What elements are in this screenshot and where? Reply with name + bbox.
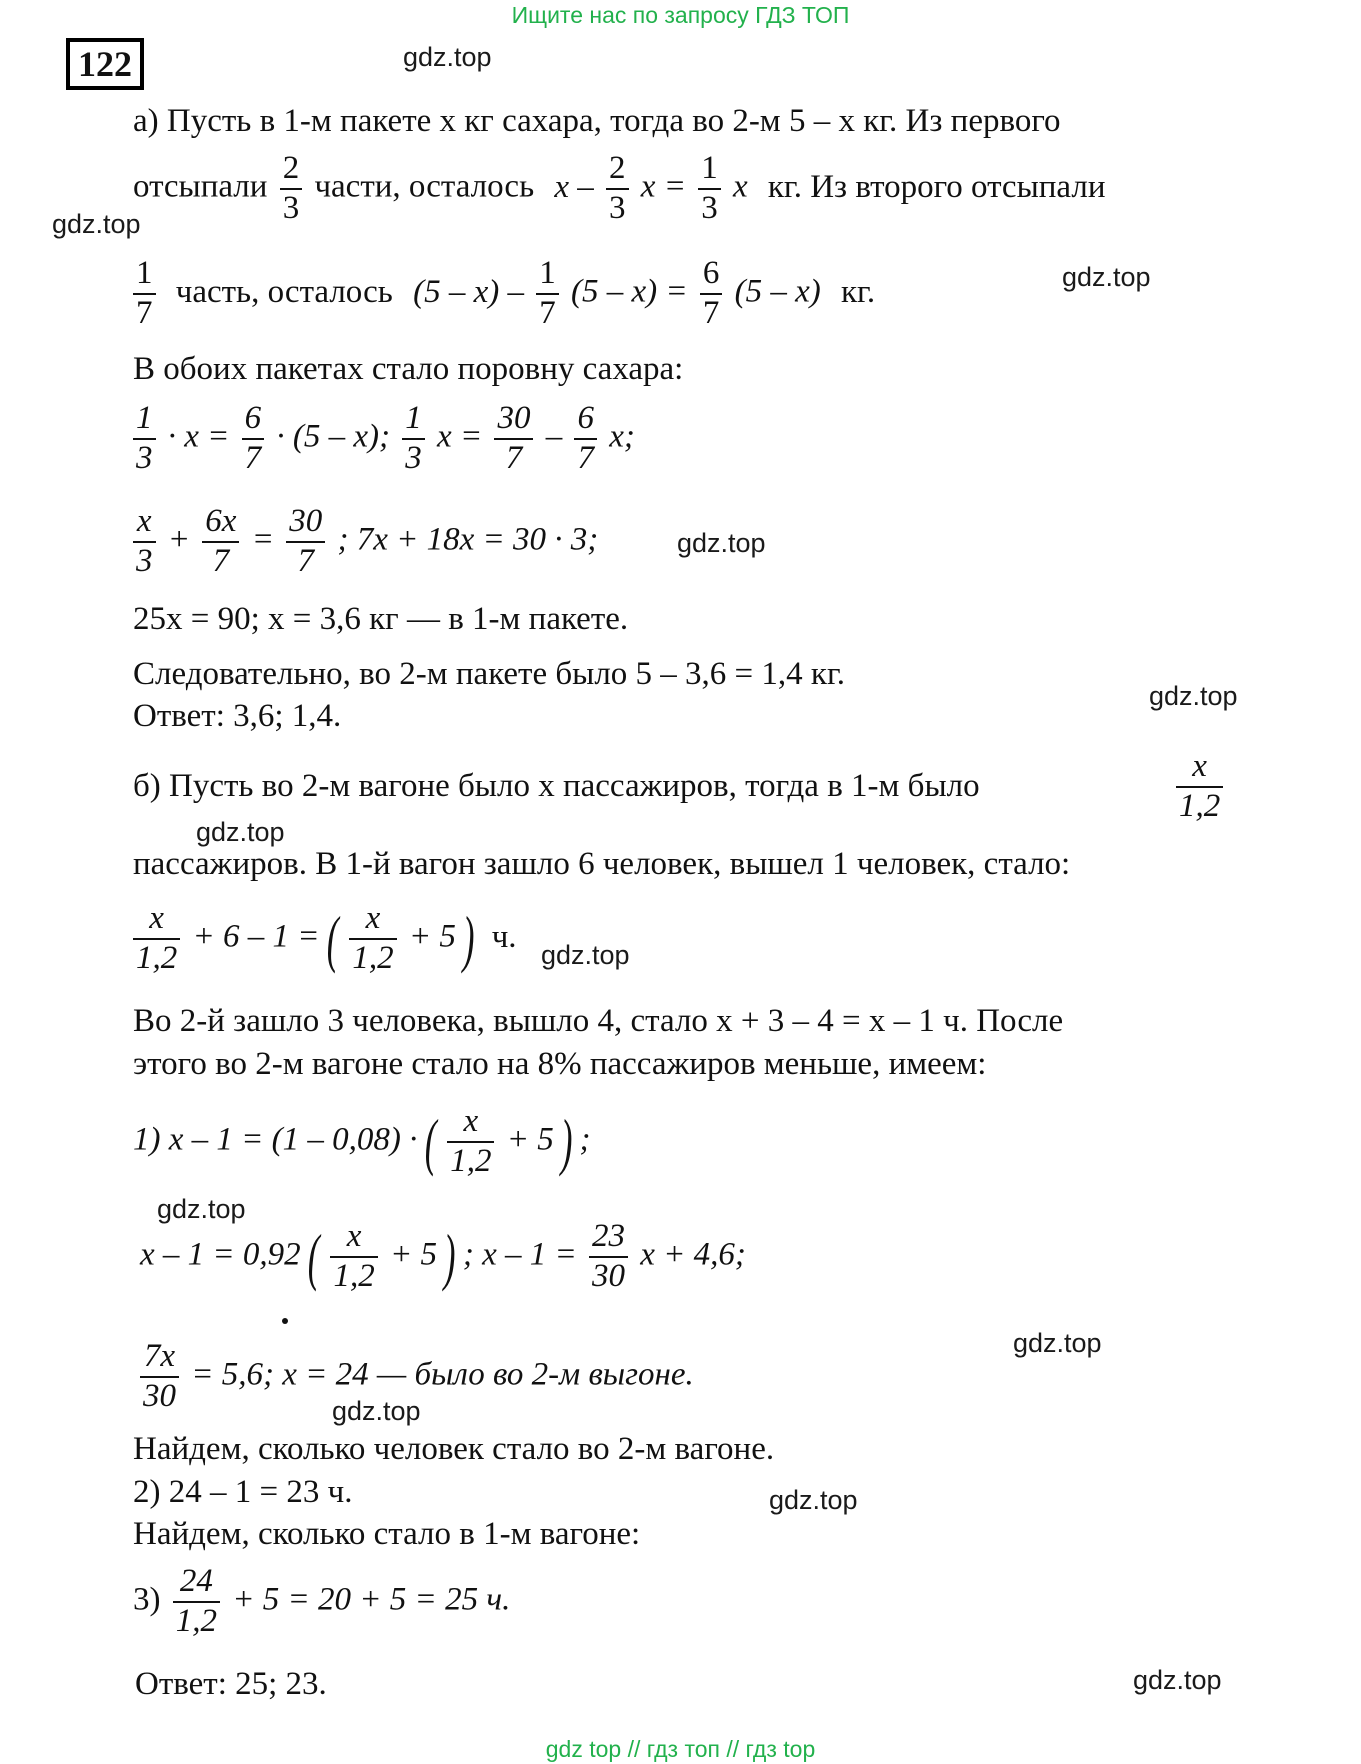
watermark: gdz.top xyxy=(541,940,630,970)
left-paren: ( xyxy=(307,1220,320,1292)
fraction-2-3 xyxy=(280,150,303,228)
bottom-banner: gdz top // гдз топ // гдз top xyxy=(545,1736,816,1762)
b-line-5: этого во 2-м вагоне стало на 8% пассажиров меньше, имеем: xyxy=(133,1046,987,1082)
fraction-1-7 xyxy=(536,255,559,333)
left-paren: ( xyxy=(424,1105,437,1177)
denominator: 7 xyxy=(505,439,523,476)
watermark: gdz.top xyxy=(157,1194,246,1224)
expr: + 5 xyxy=(408,918,456,955)
expr: (5 – x) xyxy=(734,273,821,310)
denominator: 1,2 xyxy=(175,1602,217,1639)
denominator: 7 xyxy=(702,294,720,331)
expr: · x = xyxy=(167,418,230,455)
watermark: gdz.top xyxy=(403,42,492,72)
denominator: 3 xyxy=(136,542,153,579)
fraction-7x-30 xyxy=(140,1338,179,1416)
numerator: 6x xyxy=(202,503,239,543)
denominator: 30 xyxy=(143,1377,176,1414)
numerator: 6 xyxy=(242,400,265,440)
denominator: 30 xyxy=(591,1257,625,1294)
watermark: gdz.top xyxy=(1133,1665,1222,1695)
numerator: 1 xyxy=(698,150,721,190)
fraction-x-1-2 xyxy=(349,900,396,978)
b-line-11: Найдем, сколько стало в 1-м вагоне: xyxy=(133,1516,641,1552)
expr: x = xyxy=(640,168,686,205)
text: кг. Из второго отсыпали xyxy=(767,168,1106,205)
numerator: x xyxy=(1176,748,1223,788)
numerator: x xyxy=(330,1218,377,1258)
a-answer: Ответ: 3,6; 1,4. xyxy=(133,698,342,734)
expr: ; xyxy=(579,1121,591,1158)
b-equation-1 xyxy=(133,900,517,978)
expr: ; x – 1 = xyxy=(462,1236,577,1273)
a-equation-1 xyxy=(133,400,635,478)
b-line-1: б) Пусть во 2-м вагоне было x пассажиров, тогда в 1-м было xyxy=(133,768,980,804)
denominator: 1,2 xyxy=(1179,787,1221,824)
numerator: 1 xyxy=(402,400,425,440)
expr: + xyxy=(167,521,191,558)
unit: ч. xyxy=(491,918,517,955)
numerator: 6 xyxy=(574,400,597,440)
numerator: 30 xyxy=(494,400,533,440)
stray-mark xyxy=(282,1318,288,1324)
denominator: 3 xyxy=(136,439,153,476)
fraction-2-3 xyxy=(606,150,629,228)
watermark: gdz.top xyxy=(1149,681,1238,711)
expr: x; xyxy=(609,418,635,455)
expr: x = xyxy=(437,418,483,455)
numerator: 7x xyxy=(140,1338,179,1378)
fraction-23-30 xyxy=(589,1218,628,1296)
fraction-x-3 xyxy=(133,503,156,581)
numerator: 24 xyxy=(173,1563,220,1603)
watermark: gdz.top xyxy=(332,1396,421,1426)
denominator: 1,2 xyxy=(136,939,178,976)
denominator: 7 xyxy=(577,439,594,476)
expr: 1) x – 1 = (1 – 0,08) · xyxy=(133,1121,418,1158)
text: часть, осталось xyxy=(175,273,393,310)
denominator: 1,2 xyxy=(450,1142,492,1179)
numerator: x xyxy=(133,900,180,940)
text: отсыпали xyxy=(133,168,268,205)
fraction-24-1-2 xyxy=(173,1563,220,1641)
numerator: 23 xyxy=(589,1218,628,1258)
fraction-6x-7 xyxy=(202,503,239,581)
fraction-x-1-2 xyxy=(1176,748,1223,826)
left-paren: ( xyxy=(326,902,339,974)
text: части, осталось xyxy=(314,168,535,205)
watermark: gdz.top xyxy=(52,209,141,239)
denominator: 7 xyxy=(244,439,262,476)
right-paren: ) xyxy=(560,1105,573,1177)
fraction-1-3 xyxy=(698,150,721,228)
denominator: 3 xyxy=(701,189,718,226)
text: кг. xyxy=(841,273,876,310)
fraction-x-1-2 xyxy=(447,1103,494,1181)
fraction-6-7 xyxy=(242,400,265,478)
numerator: x xyxy=(133,503,156,543)
expr: (5 – x) = xyxy=(570,273,688,310)
expr: x xyxy=(732,168,748,205)
watermark: gdz.top xyxy=(1062,262,1151,292)
watermark: gdz.top xyxy=(677,528,766,558)
fraction-30-7 xyxy=(286,503,325,581)
expr: x – 1 = 0,92 xyxy=(140,1236,301,1273)
expr: + 5 xyxy=(506,1121,554,1158)
top-banner: Ищите нас по запросу ГДЗ ТОП xyxy=(511,2,850,28)
fraction-6-7 xyxy=(700,255,723,333)
numerator: x xyxy=(349,900,396,940)
expr: + 5 xyxy=(389,1236,438,1273)
numerator: x xyxy=(447,1103,494,1143)
numerator: 1 xyxy=(133,400,156,440)
expr: = xyxy=(251,521,274,558)
watermark: gdz.top xyxy=(196,817,285,847)
expr: · (5 – x); xyxy=(276,418,391,455)
a-equation-2 xyxy=(133,503,598,581)
fraction-1-7 xyxy=(133,255,156,333)
denominator: 3 xyxy=(609,189,626,226)
fraction-30-7 xyxy=(494,400,533,478)
fraction-1-3 xyxy=(133,400,156,478)
watermark: gdz.top xyxy=(1013,1328,1102,1358)
a-line-2 xyxy=(133,150,1105,228)
fraction-x-1-2 xyxy=(133,900,180,978)
denominator: 7 xyxy=(136,294,153,331)
expr: x – xyxy=(554,168,594,205)
expr: 3) xyxy=(133,1581,161,1618)
expr: = 5,6; x = 24 — было во 2-м выгоне. xyxy=(191,1356,694,1393)
fraction-1-3 xyxy=(402,400,425,478)
fraction-x-1-2 xyxy=(330,1218,377,1296)
expr: – xyxy=(545,418,563,455)
denominator: 3 xyxy=(282,189,300,226)
expr: x + 4,6; xyxy=(640,1236,746,1273)
a-line-3 xyxy=(133,255,875,333)
b-step-3 xyxy=(133,1563,510,1641)
b-answer: Ответ: 25; 23. xyxy=(135,1666,327,1702)
b-fraction-x-1-2 xyxy=(1176,748,1223,826)
denominator: 7 xyxy=(297,542,314,579)
numerator: 6 xyxy=(700,255,723,295)
a-line-8: Следовательно, во 2-м пакете было 5 – 3,6 = 1,4 кг. xyxy=(133,656,846,692)
numerator: 2 xyxy=(280,150,303,190)
b-line-2: пассажиров. В 1-й вагон зашло 6 человек, вышел 1 человек, стало: xyxy=(133,846,1071,882)
a-line-4: В обоих пакетах стало поровну сахара: xyxy=(133,351,684,387)
denominator: 3 xyxy=(405,439,422,476)
a-line-7: 25x = 90; x = 3,6 кг — в 1-м пакете. xyxy=(133,601,629,637)
b-step-1c xyxy=(140,1338,694,1416)
denominator: 1,2 xyxy=(352,939,394,976)
right-paren: ) xyxy=(444,1220,456,1292)
denominator: 7 xyxy=(212,542,230,579)
b-line-9: Найдем, сколько человек стало во 2-м вагоне. xyxy=(133,1431,775,1467)
denominator: 1,2 xyxy=(333,1257,375,1294)
expr: (5 – x) – xyxy=(413,273,524,310)
a-line-1: а) Пусть в 1-м пакете x кг сахара, тогда во 2-м 5 – x кг. Из первого xyxy=(133,103,1061,139)
numerator: 1 xyxy=(133,255,156,295)
numerator: 30 xyxy=(286,503,325,543)
expr: ; 7x + 18x = 30 · 3; xyxy=(337,521,599,558)
b-step-1 xyxy=(133,1103,591,1181)
denominator: 7 xyxy=(539,294,556,331)
b-line-10: 2) 24 – 1 = 23 ч. xyxy=(133,1474,353,1510)
watermark: gdz.top xyxy=(769,1485,858,1515)
b-line-4: Во 2-й зашло 3 человека, вышло 4, стало x + 3 – 4 = x – 1 ч. После xyxy=(133,1003,1064,1039)
expr: + 5 = 20 + 5 = 25 ч. xyxy=(232,1581,511,1618)
b-step-1b xyxy=(140,1218,746,1296)
problem-number: 122 xyxy=(66,38,144,90)
numerator: 1 xyxy=(536,255,559,295)
numerator: 2 xyxy=(606,150,629,190)
expr: + 6 – 1 = xyxy=(192,918,320,955)
right-paren: ) xyxy=(462,902,475,974)
fraction-6-7 xyxy=(574,400,597,478)
